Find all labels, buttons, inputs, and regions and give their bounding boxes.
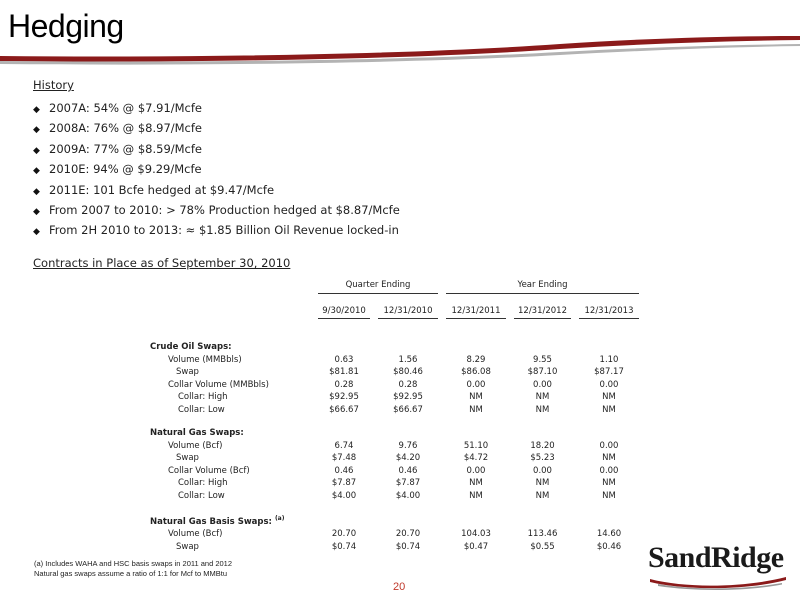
table-cell: 0.00 — [599, 379, 619, 390]
table-cell: 0.00 — [466, 465, 486, 476]
diamond-bullet-icon: ◆ — [33, 166, 40, 177]
table-cell: 6.74 — [334, 440, 354, 451]
section-row — [150, 513, 643, 528]
section-row — [150, 341, 643, 354]
list-item — [33, 118, 400, 138]
footnote-a: (a) Includes WAHA and HSC basis swaps in 2011 and 2012 — [34, 559, 233, 568]
table-row — [150, 354, 643, 367]
table-cell: $92.95 — [393, 392, 423, 402]
row-label: Collar: Low — [178, 490, 225, 501]
basis-rows — [150, 528, 643, 553]
gas-rows — [150, 440, 643, 503]
list-item-text: 2011E: 101 Bcfe hedged at $9.47/Mcfe — [49, 182, 275, 197]
row-label: Swap — [176, 453, 199, 463]
table-cell: $81.81 — [329, 367, 359, 377]
table-row — [150, 490, 643, 503]
table-cell: 1.10 — [599, 354, 619, 365]
column-header: 12/31/2011 — [442, 305, 510, 320]
table-cell: NM — [469, 490, 483, 501]
table-cell: 113.46 — [527, 529, 558, 540]
table-cell: 0.00 — [533, 465, 552, 476]
list-item — [33, 180, 400, 200]
table-cell: NM — [602, 453, 616, 463]
table-cell: $87.10 — [527, 367, 558, 377]
table-cell: NM — [602, 490, 616, 501]
table-row — [150, 452, 643, 465]
table-cell: NM — [469, 392, 483, 402]
section-label: Natural Gas Swaps: — [150, 428, 244, 438]
list-item-text: 2010E: 94% @ $9.29/Mcfe — [49, 162, 202, 177]
table-row — [150, 379, 643, 392]
table-cell: $92.95 — [329, 392, 359, 402]
table-group-header-row — [150, 279, 643, 294]
table-cell: 104.03 — [461, 529, 491, 540]
page-title: Hedging — [8, 8, 124, 44]
sandridge-logo — [648, 541, 788, 595]
table-cell: $4.72 — [463, 453, 489, 463]
table-cell: $80.46 — [393, 367, 423, 377]
table-cell: 0.46 — [398, 465, 418, 476]
table-cell: $86.08 — [461, 367, 491, 377]
row-label: Collar: High — [178, 478, 228, 488]
table-cell: 18.20 — [530, 440, 555, 451]
table-row — [150, 366, 643, 379]
row-label: Swap — [176, 367, 199, 377]
table-cell: NM — [535, 392, 550, 402]
table-cell: $66.67 — [393, 404, 423, 415]
row-label: Swap — [176, 541, 199, 552]
section-label: Natural Gas Basis Swaps: — [150, 516, 272, 527]
table-row — [150, 528, 643, 541]
table-cell: 0.63 — [334, 354, 354, 365]
table-cell: $4.00 — [395, 490, 421, 501]
column-header: 9/30/2010 — [314, 305, 374, 320]
column-header: 12/31/2010 — [374, 305, 442, 320]
table-row — [150, 440, 643, 453]
table-row — [150, 391, 643, 404]
header-swoosh — [0, 30, 800, 70]
table-row — [150, 465, 643, 478]
list-item — [33, 139, 400, 159]
table-cell: 0.00 — [466, 379, 486, 390]
table-cell: $4.20 — [395, 453, 421, 463]
table-cell: $7.87 — [395, 478, 421, 488]
row-label: Collar: Low — [178, 404, 225, 415]
list-item — [33, 98, 400, 118]
table-cell: 20.70 — [395, 529, 421, 540]
table-cell: NM — [535, 490, 550, 501]
list-item — [33, 220, 400, 240]
section-row — [150, 427, 643, 440]
table-row — [150, 404, 643, 417]
table-cell: 0.00 — [533, 379, 552, 390]
table-cell: 9.76 — [398, 440, 418, 451]
table-cell: $7.87 — [331, 478, 357, 488]
table-cell: 0.00 — [599, 440, 619, 451]
table-cell: 8.29 — [466, 354, 486, 365]
table-cell: 0.28 — [398, 379, 418, 390]
table-cell: 0.00 — [599, 465, 619, 476]
row-label: Collar Volume (MMBbls) — [168, 379, 269, 390]
table-cell: $7.48 — [331, 453, 357, 463]
table-cell: NM — [602, 392, 616, 402]
table-cell: NM — [535, 478, 550, 488]
diamond-bullet-icon: ◆ — [33, 125, 40, 136]
diamond-bullet-icon: ◆ — [33, 145, 40, 156]
table-cell: $0.46 — [596, 541, 622, 552]
logo-swoosh-icon — [648, 575, 788, 591]
table-cell: $66.67 — [329, 404, 359, 415]
table-cell: NM — [469, 404, 483, 415]
table-cell: $4.00 — [331, 490, 357, 501]
row-label: Collar: High — [178, 392, 228, 402]
table-cell: 51.10 — [463, 440, 489, 451]
diamond-bullet-icon: ◆ — [33, 227, 40, 238]
row-label: Volume (Bcf) — [168, 440, 223, 451]
footnote-mark: (a) — [274, 515, 285, 522]
table-cell: NM — [602, 404, 616, 415]
table-row — [150, 477, 643, 490]
list-item — [33, 159, 400, 179]
diamond-bullet-icon: ◆ — [33, 186, 40, 197]
list-item — [33, 200, 400, 220]
table-cell: $0.47 — [463, 541, 489, 552]
column-header: 12/31/2012 — [510, 305, 575, 320]
list-item-text: From 2007 to 2010: > 78% Production hedged at $8.87/Mcfe — [49, 202, 400, 217]
list-item-text: 2008A: 76% @ $8.97/Mcfe — [49, 121, 202, 136]
table-column-header-row — [150, 305, 643, 320]
table-row — [150, 541, 643, 554]
diamond-bullet-icon: ◆ — [33, 105, 40, 115]
table-cell: 14.60 — [596, 529, 622, 540]
row-label: Volume (MMBbls) — [168, 354, 242, 365]
footnotes — [34, 559, 232, 579]
column-header: 12/31/2013 — [575, 305, 643, 320]
history-heading: History — [33, 78, 74, 92]
table-cell: $0.74 — [331, 541, 357, 552]
logo-text: SandRidge — [648, 541, 784, 574]
footnote-b: Natural gas swaps assume a ratio of 1:1 for Mcf to MMBtu — [34, 569, 227, 578]
table-cell: 0.46 — [334, 465, 354, 476]
list-item-text: 2009A: 77% @ $8.59/Mcfe — [49, 141, 202, 156]
quarter-ending-header: Quarter Ending — [314, 279, 442, 294]
table-cell: 20.70 — [331, 529, 357, 540]
crude-rows — [150, 354, 643, 417]
list-item-text: 2007A: 54% @ $7.91/Mcfe — [49, 101, 202, 115]
table-cell: NM — [602, 478, 616, 488]
history-list — [33, 98, 400, 241]
contracts-heading: Contracts in Place as of September 30, 2010 — [33, 256, 291, 270]
table-cell: $0.55 — [530, 541, 555, 552]
page-number: 20 — [393, 581, 406, 593]
year-ending-header: Year Ending — [442, 279, 643, 294]
contracts-table — [150, 279, 643, 553]
table-cell: $87.17 — [594, 367, 624, 377]
row-label: Collar Volume (Bcf) — [168, 465, 250, 476]
table-cell: 1.56 — [398, 354, 418, 365]
table-cell: 0.28 — [334, 379, 354, 390]
table-cell: 9.55 — [533, 354, 552, 365]
table-cell: NM — [469, 478, 483, 488]
list-item-text: From 2H 2010 to 2013: ≈ $1.85 Billion Oil Revenue locked-in — [49, 223, 399, 238]
row-label: Volume (Bcf) — [168, 529, 223, 540]
table-cell: NM — [535, 404, 550, 415]
table-cell: $0.74 — [395, 541, 421, 552]
table-cell: $5.23 — [530, 453, 555, 463]
diamond-bullet-icon: ◆ — [33, 206, 40, 217]
section-label: Crude Oil Swaps: — [150, 342, 232, 352]
